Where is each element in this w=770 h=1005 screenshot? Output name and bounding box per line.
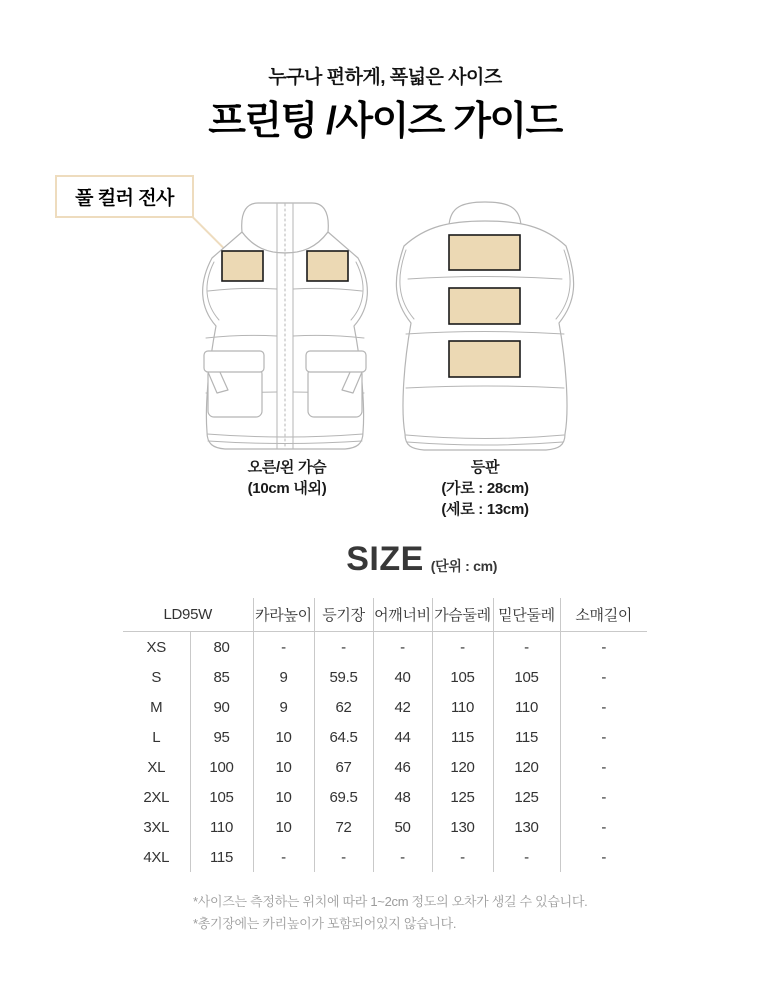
value-cell: -	[560, 632, 647, 663]
value-cell: -	[373, 842, 432, 872]
value-cell: -	[560, 782, 647, 812]
value-cell: -	[560, 662, 647, 692]
value-cell: -	[560, 722, 647, 752]
value-cell: 120	[493, 752, 560, 782]
value-cell: 10	[253, 782, 314, 812]
print-area-front-right-chest	[307, 251, 348, 281]
value-cell: 10	[253, 752, 314, 782]
table-row	[123, 752, 647, 782]
value-cell: 10	[253, 722, 314, 752]
size-unit-label: (단위 : cm)	[430, 558, 498, 574]
size-cell: M	[150, 698, 163, 716]
size-cell: 3XL	[143, 818, 170, 836]
column-header: 가슴둘레	[432, 598, 493, 632]
value-cell: 130	[493, 812, 560, 842]
value-cell: 110	[493, 692, 560, 722]
value-cell: -	[560, 812, 647, 842]
print-type-badge	[55, 175, 194, 218]
value-cell: 95	[190, 722, 253, 752]
value-cell: 44	[373, 722, 432, 752]
size-notes	[193, 891, 587, 935]
value-cell: -	[432, 842, 493, 872]
value-cell: 40	[373, 662, 432, 692]
value-cell: -	[560, 752, 647, 782]
value-cell: 48	[373, 782, 432, 812]
table-row	[123, 722, 647, 752]
value-cell: 10	[253, 812, 314, 842]
value-cell: 42	[373, 692, 432, 722]
size-cell: XL	[147, 758, 166, 776]
value-cell: 9	[253, 692, 314, 722]
value-cell: 9	[253, 662, 314, 692]
value-cell: 80	[190, 632, 253, 663]
size-note-2: *총기장에는 카리높이가 포함되어있지 않습니다.	[193, 916, 457, 931]
value-cell: 64.5	[314, 722, 373, 752]
value-cell: 50	[373, 812, 432, 842]
print-area-back-top	[449, 235, 520, 270]
column-header: 어깨너비	[373, 598, 432, 632]
front-print-caption-line1: 오른/왼 가슴	[247, 459, 327, 476]
value-cell: -	[493, 842, 560, 872]
page-title: 프린팅 /사이즈 가이드	[208, 100, 562, 143]
vest-back-illustration	[392, 196, 578, 458]
value-cell: -	[493, 632, 560, 663]
value-cell: -	[253, 632, 314, 663]
column-header: 등기장	[314, 598, 373, 632]
value-cell: 46	[373, 752, 432, 782]
value-cell: -	[314, 842, 373, 872]
value-cell: 120	[432, 752, 493, 782]
table-row	[123, 812, 647, 842]
value-cell: -	[432, 632, 493, 663]
back-print-caption-line1: 등판	[470, 459, 500, 476]
product-code-header: LD95W	[123, 598, 253, 632]
table-row	[123, 632, 647, 663]
size-table-container	[123, 598, 647, 872]
vest-front-illustration	[192, 196, 382, 458]
value-cell: 69.5	[314, 782, 373, 812]
value-cell: -	[253, 842, 314, 872]
value-cell: 110	[190, 812, 253, 842]
column-header: 밑단둘레	[493, 598, 560, 632]
back-print-caption-line3: (세로 : 13cm)	[441, 501, 529, 518]
value-cell: 105	[190, 782, 253, 812]
size-section-heading	[0, 540, 770, 579]
value-cell: 115	[190, 842, 253, 872]
size-cell: 2XL	[143, 788, 170, 806]
front-left-pocket-flap	[204, 351, 264, 372]
size-note-1: *사이즈는 측정하는 위치에 따라 1~2cm 정도의 오차가 생길 수 있습니다.	[193, 894, 588, 909]
value-cell: -	[373, 632, 432, 663]
table-row	[123, 662, 647, 692]
value-cell: 62	[314, 692, 373, 722]
front-print-caption	[192, 457, 382, 499]
value-cell: -	[560, 842, 647, 872]
size-cell: L	[152, 728, 161, 746]
print-area-back-bottom	[449, 341, 520, 377]
print-type-badge-label: 풀 컬러 전사	[75, 188, 174, 209]
column-header: 카라높이	[253, 598, 314, 632]
value-cell: 59.5	[314, 662, 373, 692]
value-cell: -	[560, 692, 647, 722]
size-heading-text: SIZE	[346, 540, 424, 578]
table-row	[123, 692, 647, 722]
print-area-back-middle	[449, 288, 520, 324]
size-cell: S	[151, 668, 162, 686]
size-table-head-row	[123, 598, 647, 632]
value-cell: 130	[432, 812, 493, 842]
back-print-caption-line2: (가로 : 28cm)	[441, 480, 529, 497]
front-print-caption-line2: (10cm 내외)	[247, 480, 327, 497]
value-cell: 115	[493, 722, 560, 752]
size-table-body	[123, 632, 647, 873]
value-cell: 125	[493, 782, 560, 812]
column-header: 소매길이	[560, 598, 647, 632]
value-cell: 100	[190, 752, 253, 782]
back-print-caption	[392, 457, 578, 520]
value-cell: 105	[493, 662, 560, 692]
value-cell: 105	[432, 662, 493, 692]
page-subtitle: 누구나 편하게, 폭넓은 사이즈	[268, 67, 502, 88]
value-cell: 85	[190, 662, 253, 692]
value-cell: 115	[432, 722, 493, 752]
table-row	[123, 842, 647, 872]
value-cell: 67	[314, 752, 373, 782]
value-cell: 90	[190, 692, 253, 722]
size-cell: XS	[146, 638, 166, 656]
table-row	[123, 782, 647, 812]
value-cell: -	[314, 632, 373, 663]
value-cell: 125	[432, 782, 493, 812]
value-cell: 72	[314, 812, 373, 842]
print-area-front-left-chest	[222, 251, 263, 281]
front-right-pocket-flap	[306, 351, 366, 372]
size-cell: 4XL	[143, 848, 170, 866]
value-cell: 110	[432, 692, 493, 722]
size-table	[123, 598, 647, 872]
